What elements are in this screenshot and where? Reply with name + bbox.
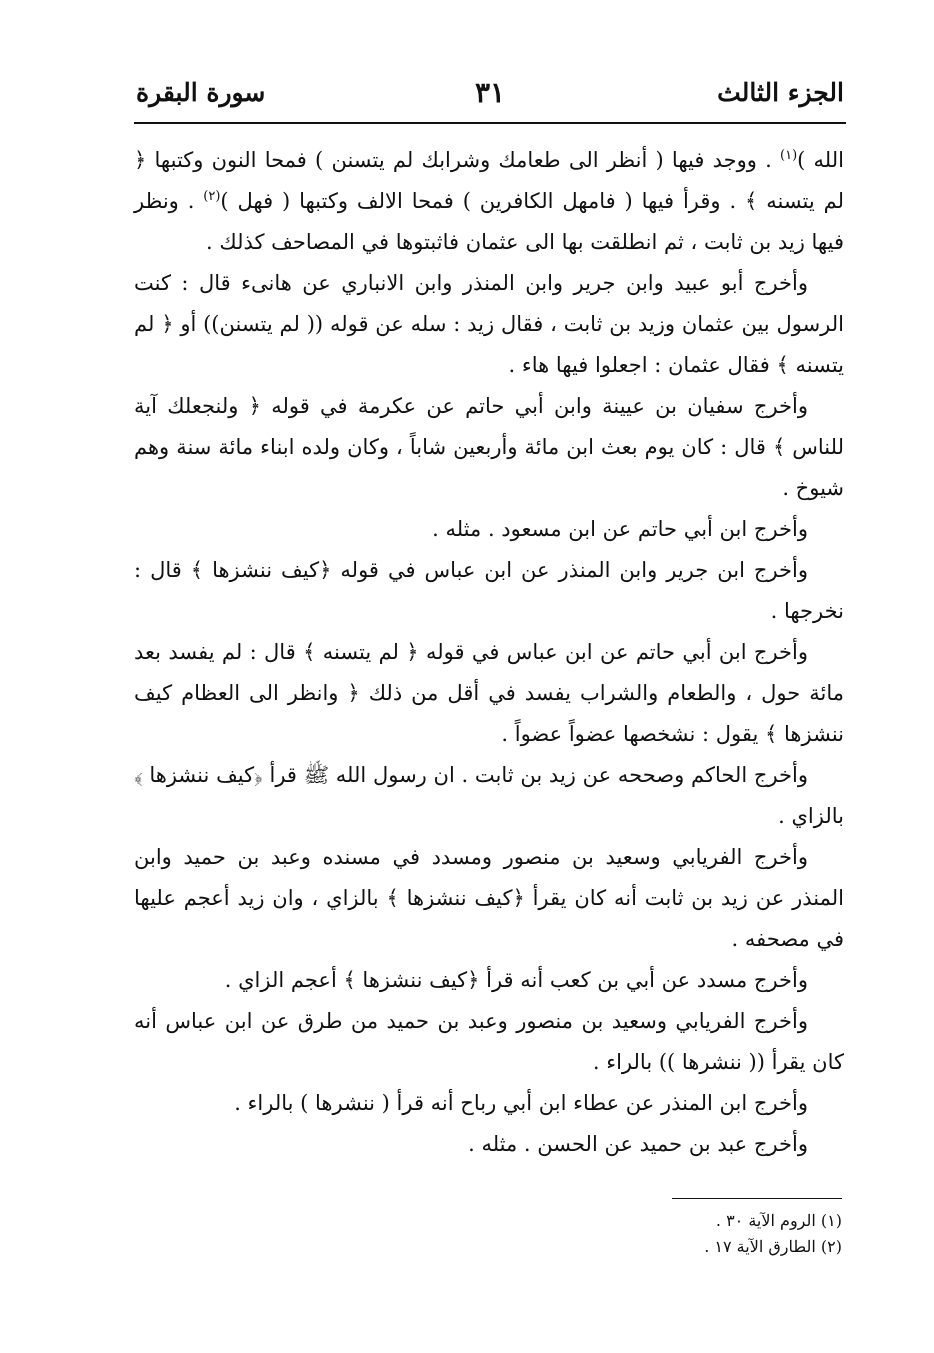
paragraph-1: الله )$^{(١)}$ . ووجد فيها ( أنظر الى طعامك وشرابك لم يتسنن ) فمحا النون وكتبها ﴿ لم يتسنه ﴾ . وقرأ فيها ( فامهل الكافرين ) فمحا الالف وكتبها ( فهل )$^{(٢)}$ . ونظر فيها زيد بن ثابت ، ثم انطلقت بها الى عثمان فاثبتوها في المصاحف كذلك . xyxy=(134,148,845,254)
paragraph-10: وأخرج الفريابي وسعيد بن منصور وعبد بن حميد من طرق عن ابن عباس أنه كان يقرأ (( ننشرها )) بالراء . xyxy=(134,1009,844,1074)
header-divider xyxy=(134,122,846,124)
paragraph-11: وأخرج ابن المنذر عن عطاء ابن أبي رباح أنه قرأ ( ننشرها ) بالراء . xyxy=(234,1091,808,1115)
paragraph-5: وأخرج ابن جرير وابن المنذر عن ابن عباس في قوله ﴿كيف ننشزها ﴾ قال : نخرجها . xyxy=(134,558,844,623)
surah-title: سورة البقرة xyxy=(136,78,266,107)
footnotes xyxy=(134,1208,842,1260)
page-header xyxy=(136,72,844,120)
part-title: الجزء الثالث xyxy=(717,78,844,107)
paragraph-9: وأخرج مسدد عن أبي بن كعب أنه قرأ ﴿كيف ننشزها ﴾ أعجم الزاي . xyxy=(224,968,808,992)
paragraph-12: وأخرج عبد بن حميد عن الحسن . مثله . xyxy=(468,1132,808,1156)
footnote-ref-1: (١) xyxy=(780,148,798,163)
paragraph-7: وأخرج الحاكم وصححه عن زيد بن ثابت . ان رسول الله ﷺ قرأ ﴿كيف ننشزها ﴾ بالزاي . xyxy=(134,763,844,828)
paragraph-2: وأخرج أبو عبيد وابن جرير وابن المنذر وابن الانباري عن هانىء قال : كنت الرسول بين عثمان وزيد بن ثابت ، فقال زيد : سله عن قوله (( لم يتسنن)) أو ﴿ لم يتسنه ﴾ فقال عثمان : اجعلوا فيها هاء . xyxy=(134,271,844,377)
paragraph-8: وأخرج الفريابي وسعيد بن منصور ومسدد في مسنده وعبد بن حميد وابن المنذر عن زيد بن ثابت أنه كان يقرأ ﴿كيف ننشزها ﴾ بالزاي ، وان زيد أعجم عليها في مصحفه . xyxy=(134,845,844,951)
footnote-divider xyxy=(672,1198,842,1199)
footnote-2: (٢) الطارق الآية ١٧ . xyxy=(704,1237,842,1256)
page-number: ٣١ xyxy=(474,76,506,109)
paragraph-3: وأخرج سفيان بن عيينة وابن أبي حاتم عن عكرمة في قوله ﴿ ولنجعلك آية للناس ﴾ قال : كان يوم بعث ابن مائة وأربعين شاباً ، وكان ولده ابناء مائة سنة وهم شيوخ . xyxy=(134,394,844,500)
main-text xyxy=(134,140,844,1165)
footnote-1: (١) الروم الآية ٣٠ . xyxy=(715,1211,842,1230)
paragraph-4: وأخرج ابن أبي حاتم عن ابن مسعود . مثله . xyxy=(432,517,808,541)
paragraph-6: وأخرج ابن أبي حاتم عن ابن عباس في قوله ﴿ لم يتسنه ﴾ قال : لم يفسد بعد مائة حول ، والطعام والشراب يفسد في أقل من ذلك ﴿ وانظر الى العظام كيف ننشزها ﴾ يقول : نشخصها عضواً عضواً . xyxy=(134,640,844,746)
footnote-ref-2: (٢) xyxy=(203,189,221,204)
